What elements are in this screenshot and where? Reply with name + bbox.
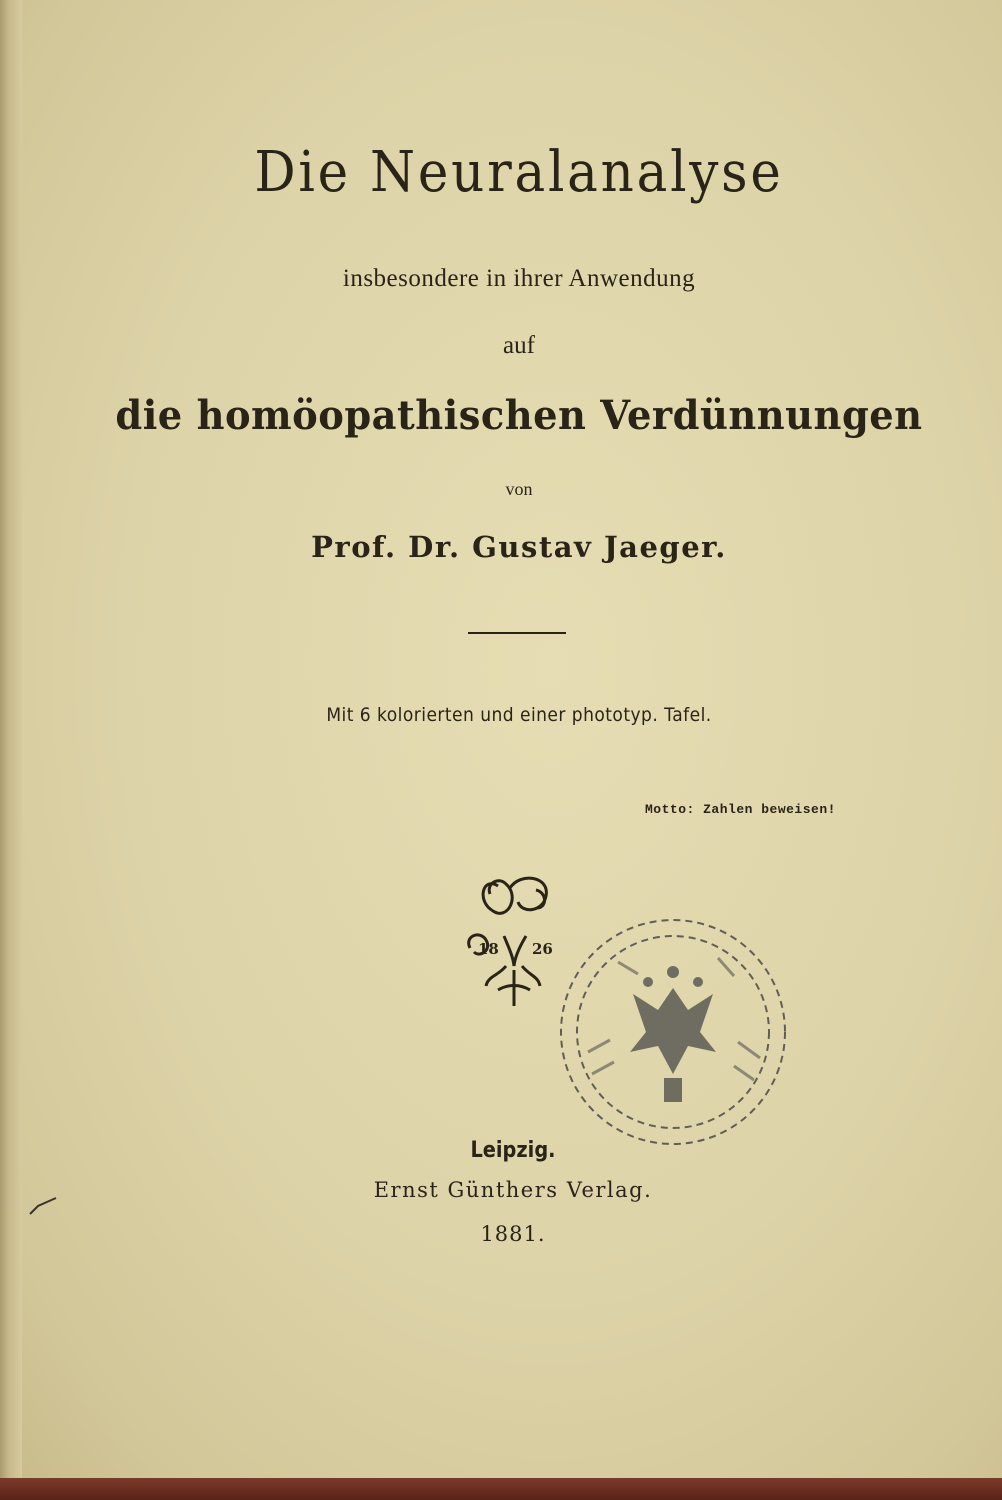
motto: Motto: Zahlen beweisen!: [645, 802, 836, 817]
book-title: Die Neuralanalyse: [254, 140, 784, 205]
pencil-mark-icon: [28, 1196, 58, 1216]
author-name: Prof. Dr. Gustav Jaeger.: [311, 530, 727, 564]
publisher-name: Ernst Günthers Verlag.: [373, 1178, 653, 1202]
book-cover-edge: [0, 1478, 1002, 1500]
svg-text:26: 26: [532, 940, 553, 958]
book-subject: die homöopathischen Verdünnungen: [115, 392, 923, 439]
divider-rule: [468, 632, 566, 634]
subtitle-connector: auf: [503, 332, 535, 359]
publication-year: 1881.: [480, 1222, 546, 1246]
author-by: von: [505, 479, 533, 499]
book-subtitle: insbesondere in ihrer Anwendung: [342, 265, 696, 292]
publication-place: Leipzig.: [470, 1138, 556, 1163]
plates-note: Mit 6 kolorierten und einer phototyp. Tafel.: [326, 704, 712, 726]
library-stamp-icon: [548, 902, 798, 1162]
svg-text:18: 18: [478, 940, 499, 958]
page-binding: [0, 0, 22, 1478]
